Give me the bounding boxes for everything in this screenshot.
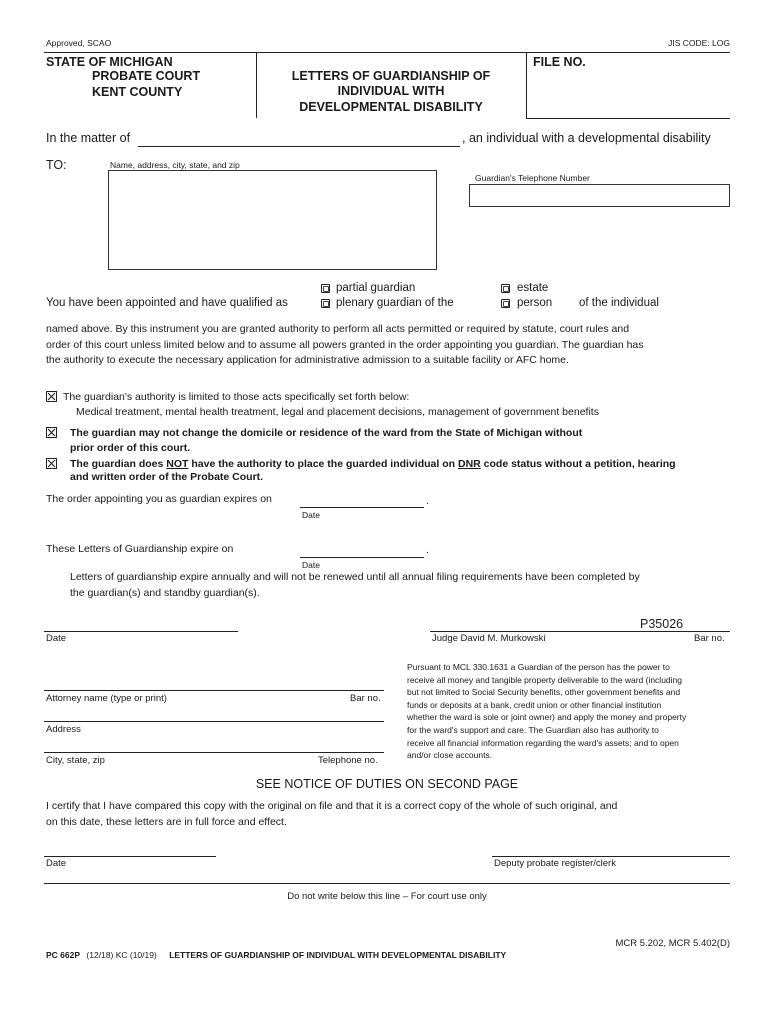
dnr-text-a: The guardian does [70,458,167,470]
order-expires-label: The order appointing you as guardian expires on [46,493,272,505]
pursuant-line-3: but not limited to Social Security benefits, other government benefits and [407,687,681,698]
dnr-text-c: code status without a petition, hearing [480,458,676,470]
file-no-label: FILE NO. [533,55,586,69]
plenary-guardian-radio[interactable] [321,299,330,308]
attorney-name-label: Attorney name (type or print) [46,693,167,704]
person-label: person [517,297,553,309]
form-dates: (12/18) KC (10/19) [86,950,157,960]
order-expires-date-label: Date [302,510,320,520]
pursuant-line-5: whether the ward is sole or joint owner) and apply the money and property [407,712,687,723]
pursuant-line-2: receive all money and tangible property deliverable to the ward (including [407,674,682,685]
estate-radio[interactable] [501,284,510,293]
annual-expiry-line1: Letters of guardianship expire annually and will not be renewed until all annual filing requirements have been completed by [70,571,640,583]
domicile-text-line1: The guardian may not change the domicile or residence of the ward from the State of Michigan without [70,427,583,439]
form-title-line1: LETTERS OF GUARDIANSHIP OF [291,69,491,83]
name-address-label: Name, address, city, state, and zip [110,160,240,170]
authority-paragraph [46,322,736,369]
attorney-phone-label: Telephone no. [318,755,378,766]
letters-expire-label: These Letters of Guardianship expire on [46,543,234,555]
pursuant-line-7: receive all financial information regarding the ward's assets; and to open [407,737,679,748]
form-footer-title: LETTERS OF GUARDIANSHIP OF INDIVIDUAL WITH DEVELOPMENTAL DISABILITY [169,950,507,960]
judge-name: Judge David M. Murkowski [432,633,546,644]
judge-bar-no-value: P35026 [640,617,684,631]
domicile-text-line2: prior order of this court. [70,442,191,454]
form-footer [46,950,506,960]
header-top-rule [44,52,730,53]
certify-line-2: on this date, these letters are in full force and effect. [46,815,287,828]
guardian-phone-field[interactable] [469,184,730,207]
certify-paragraph [46,799,736,830]
mcr-reference: MCR 5.202, MCR 5.402(D) [615,938,730,949]
dnr-text-line1 [70,458,676,470]
attorney-address-field[interactable] [44,721,384,722]
deputy-signature-field[interactable] [492,856,730,857]
partial-guardian-label: partial guardian [336,282,416,294]
authority-line-3: the authority to execute the necessary application for administrative admission to a suitable facility or AFC home. [46,354,569,366]
appointment-lead: You have been appointed and have qualified as [46,297,288,309]
attorney-city-label: City, state, zip [46,755,105,766]
attorney-address-label: Address [46,724,81,735]
header-divider-2 [526,52,527,118]
certify-date-field[interactable] [44,856,216,857]
certify-date-label: Date [46,858,67,869]
court-use-label: Do not write below this line – For court use only [287,891,487,902]
signature-date-field[interactable] [44,631,238,632]
attorney-name-field[interactable] [44,690,384,691]
form-title-line3: DEVELOPMENTAL DISABILITY [299,100,483,114]
letters-expire-period: . [426,544,429,556]
plenary-guardian-label: plenary guardian of the [336,297,454,309]
limited-authority-detail: Medical treatment, mental health treatment, legal and placement decisions, management of government benefits [76,406,599,418]
notice-of-duties: SEE NOTICE OF DUTIES ON SECOND PAGE [255,777,519,791]
to-label: TO: [46,158,67,172]
judge-signature-field[interactable] [430,631,730,632]
order-expires-date-field[interactable] [300,507,424,508]
form-title-line2: INDIVIDUAL WITH [337,84,445,98]
dnr-text-line2: and written order of the Probate Court. [70,471,264,483]
pursuant-line-6: for the ward's support and care. The Guardian also has authority to [407,724,659,735]
county-label: KENT COUNTY [92,85,183,99]
authority-line-1: named above. By this instrument you are granted authority to perform all acts permitted or required by statute, court rules and [46,323,630,335]
authority-line-2: order of this court unless limited below and to assume all powers granted in the order appointing you guardian. The guardian has [46,338,644,351]
pursuant-line-1: Pursuant to MCL 330.1631 a Guardian of the person has the power to [407,662,670,672]
signature-date-label: Date [46,633,67,644]
checkbox-x-icon [47,428,56,437]
dnr-checkbox[interactable] [46,458,57,469]
estate-label: estate [517,282,549,294]
judge-bar-no-label: Bar no. [694,633,725,644]
matter-name-field[interactable] [138,146,460,147]
matter-suffix: , an individual with a developmental disability [462,131,711,145]
limited-authority-text: The guardian's authority is limited to those acts specifically set forth below: [63,391,410,403]
checkbox-x-icon [47,392,56,401]
pursuant-line-8: and/or close accounts. [407,750,493,761]
phone-label: Guardian's Telephone Number [475,173,590,183]
jis-code: JIS CODE: LOG [668,38,730,48]
approved-label: Approved, SCAO [46,38,112,48]
limited-authority-checkbox[interactable] [46,391,57,402]
dnr-text-b: have the authority to place the guarded individual on [188,458,458,470]
deputy-label: Deputy probate register/clerk [494,858,616,869]
matter-prefix: In the matter of [46,131,131,145]
guardian-address-box[interactable] [108,170,437,270]
court-use-rule [44,883,730,884]
checkbox-x-icon [47,459,56,468]
pursuant-text [407,661,742,762]
dnr-not: NOT [166,458,189,470]
domicile-checkbox[interactable] [46,427,57,438]
letters-expire-date-label: Date [302,560,320,570]
pursuant-line-4: funds or deposits at a bank, credit union or other financial institution [407,699,662,710]
file-no-field[interactable] [528,70,728,116]
person-radio[interactable] [501,299,510,308]
attorney-city-field[interactable] [44,752,384,753]
attorney-bar-no-label: Bar no. [350,693,381,704]
state-label: STATE OF MICHIGAN [46,55,173,69]
annual-expiry-line2: the guardian(s) and standby guardian(s). [70,587,260,599]
letters-expire-date-field[interactable] [300,557,424,558]
file-no-bottom-rule [526,118,730,119]
dnr-abbrev: DNR [457,458,481,470]
order-expires-period: . [426,495,429,507]
certify-line-1: I certify that I have compared this copy with the original on file and that it is a correct copy of the whole of such original, and [46,800,618,812]
court-label: PROBATE COURT [92,69,201,83]
form-code: PC 662P [46,950,81,960]
partial-guardian-radio[interactable] [321,284,330,293]
appointment-suffix: of the individual [579,297,659,309]
